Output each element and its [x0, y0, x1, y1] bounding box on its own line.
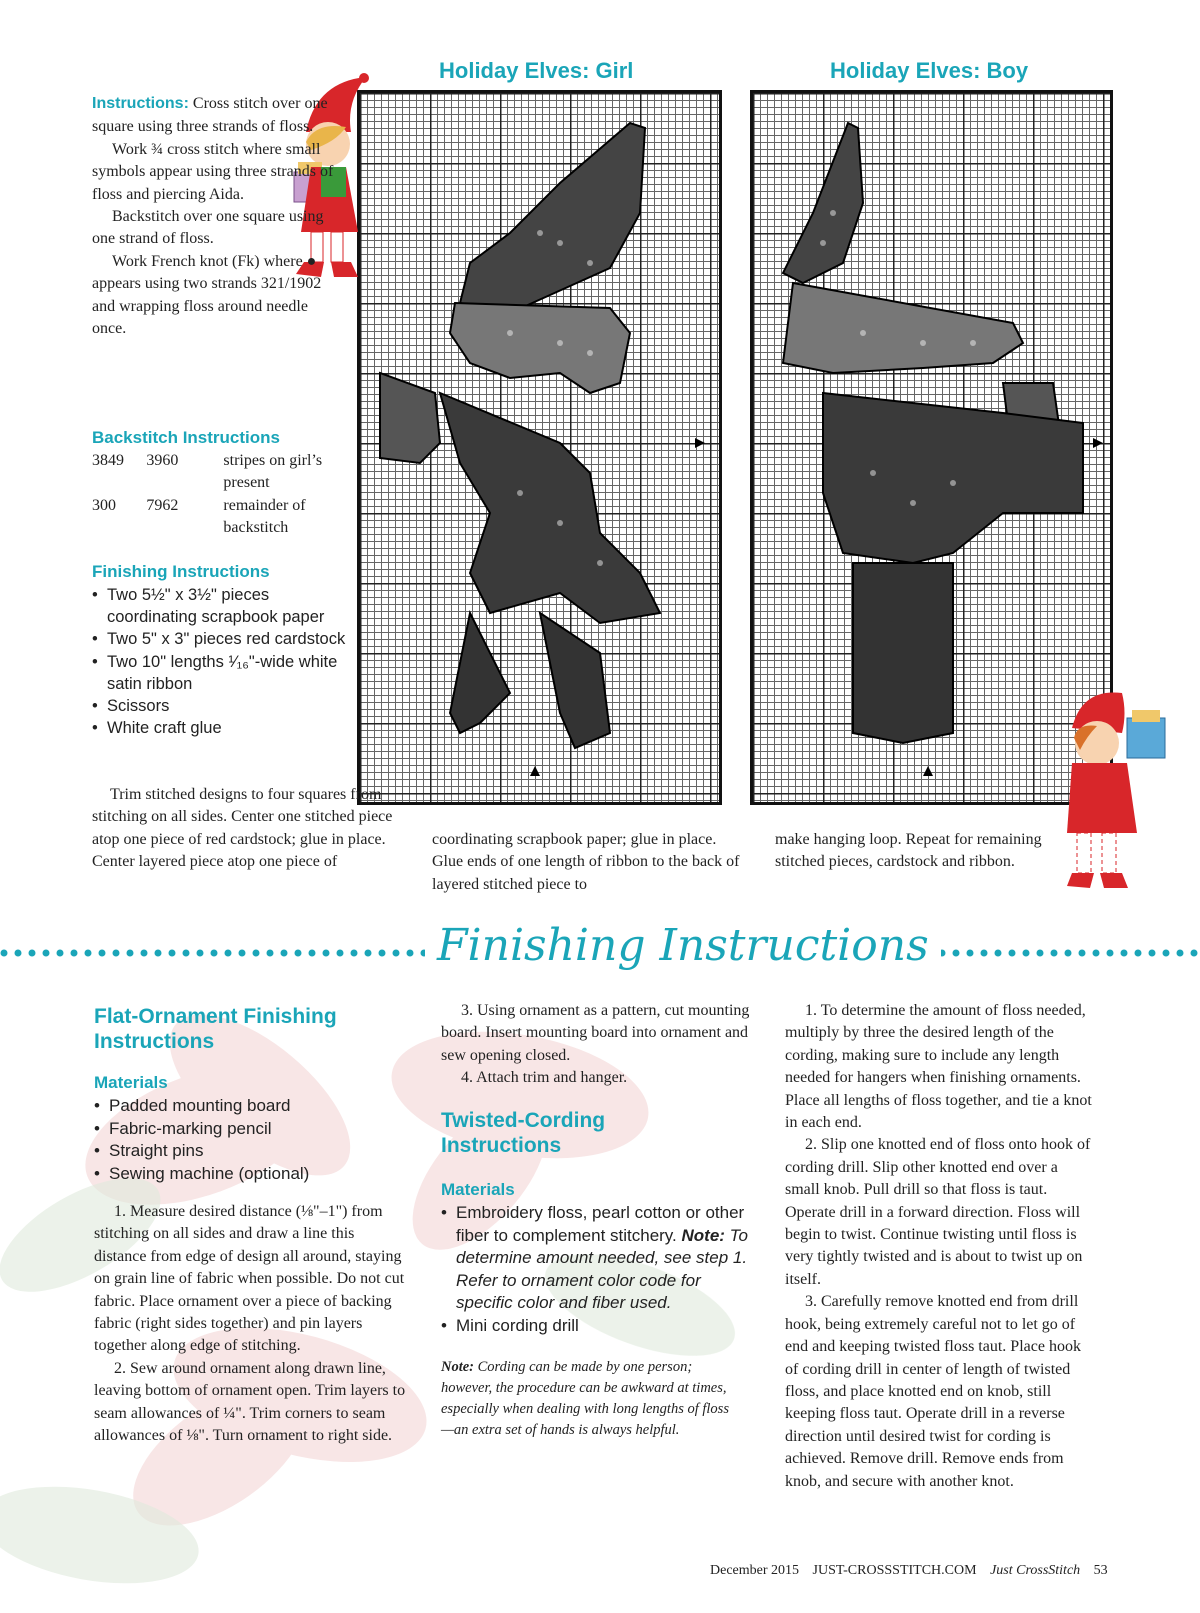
- flat-ornament-steps-cont: [441, 1000, 751, 1090]
- flat-step-2: 2. Sew around ornament along drawn line, leaving bottom of ornament open. Trim layers to seam allowances of ¼". Trim corners to seam allowances of ⅛". Turn ornament to right side.: [94, 1359, 406, 1445]
- flat-ornament-heading: Flat-Ornament Finishing Instructions: [94, 1005, 337, 1053]
- flat-ornament-steps: [94, 1201, 409, 1447]
- backstitch-code-a: 3849: [92, 452, 124, 469]
- finishing-heading: Finishing Instructions: [92, 562, 270, 581]
- list-item: [441, 1202, 761, 1315]
- twisted-item-1: Embroidery floss, pearl cotton or other fiber to complement stitchery.: [456, 1203, 745, 1245]
- backstitch-code-b: 3960: [146, 452, 179, 469]
- cording-note: [441, 1357, 741, 1441]
- backstitch-row: [92, 450, 342, 495]
- instructions-text-4: Work French knot (Fk) where ● appears using two strands 321/1902 and wrapping floss around needle once.: [92, 252, 322, 338]
- list-item: • Two 5" x 3" pieces red cardstock: [92, 628, 362, 650]
- stitch-instructions: [92, 92, 342, 340]
- list-item: • Two 10" lengths ¹⁄₁₆"-wide white satin ribbon: [92, 651, 362, 695]
- list-item: • Sewing machine (optional): [94, 1163, 394, 1186]
- flat-step-1: 1. Measure desired distance (⅛"–1") from stitching on all sides and draw a line this distance from edge of design all around, staying on grain line of fabric when possible. Do not cut fabric. Place ornament over a piece of backing fabric (right sides together) and pin layers together along edge of stitching.: [94, 1203, 405, 1355]
- backstitch-code-a: 300: [92, 496, 116, 514]
- page-footer: [710, 1563, 1118, 1579]
- instructions-text-1: Cross stitch over one square using three strands of floss.: [92, 95, 328, 136]
- cording-note-text: Cording can be made by one person; however, the procedure can be awkward at times, especially when dealing with long lengths of floss—an extra set of hands is always helpful.: [441, 1359, 729, 1438]
- backstitch-row: [92, 495, 342, 540]
- backstitch-desc: stripes on girl’s present: [223, 452, 323, 492]
- twisted-cording-heading: Twisted-Cording Instructions: [441, 1109, 606, 1157]
- twisted-materials-list: [441, 1202, 761, 1337]
- flat-materials-heading: Materials: [94, 1073, 168, 1092]
- flat-step-3: 3. Using ornament as a pattern, cut mounting board. Insert mounting board into ornament and sew opening closed.: [441, 1002, 750, 1064]
- list-item: • Fabric-marking pencil: [94, 1118, 394, 1141]
- twisted-materials-heading: Materials: [441, 1180, 515, 1199]
- twisted-step-3: 3. Carefully remove knotted end from drill hook, being extremely careful not to let go of end and keeping twisted floss taut. Place hook of cording drill in center of length of twisted floss, and place knotted end on knob, still keeping floss taut. Operate drill in a reverse direction until desired twist for cording is achieved. Remove drill. Remove ends from knob, and secure with another knot.: [785, 1293, 1081, 1490]
- twisted-item-note-label: Note:: [681, 1225, 725, 1245]
- finishing-text-col2: coordinating scrapbook paper; glue in place. Glue ends of one length of ribbon to the back of layered stitched piece to: [432, 831, 740, 893]
- boy-chart-title: Holiday Elves: Boy: [830, 58, 1029, 83]
- list-item: • Padded mounting board: [94, 1095, 394, 1118]
- backstitch-table: [92, 450, 342, 540]
- backstitch-heading: Backstitch Instructions: [92, 428, 280, 447]
- backstitch-code-b: 7962: [146, 496, 179, 514]
- backstitch-desc: remainder of backstitch: [223, 496, 306, 537]
- twisted-step-1: 1. To determine the amount of floss needed, multiply by three the desired length of the cording, making sure to include any length needed for hangers when finishing ornaments. Place all lengths of floss together, and tie a knot in each end.: [785, 1002, 1092, 1132]
- girl-chart-title: Holiday Elves: Girl: [439, 58, 634, 83]
- list-item: • White craft glue: [92, 717, 362, 739]
- list-item: • Scissors: [92, 695, 362, 717]
- instructions-text-3: Backstitch over one square using one strand of floss.: [92, 208, 324, 248]
- list-item: • Mini cording drill: [441, 1315, 761, 1338]
- girl-stitch-pattern: [360, 93, 719, 802]
- instructions-lead: Instructions:: [92, 95, 189, 112]
- cording-note-label: Note:: [441, 1359, 475, 1375]
- finishing-section-title: Finishing Instructions: [425, 920, 941, 971]
- instructions-text-2: Work ¾ cross stitch where small symbols appear using three strands of floss and piercing Aida.: [92, 140, 334, 203]
- flat-materials-list: [94, 1095, 394, 1185]
- twisted-item-note: To determine amount needed, see step 1. Refer to ornament color code for specific color and fiber used.: [456, 1225, 748, 1312]
- page-number: 53: [1093, 1563, 1108, 1578]
- finishing-text-col1: Trim stitched designs to four squares from stitching on all sides. Center one stitched piece atop one piece of red cardstock; glue in place. Center layered piece atop one piece of: [92, 786, 393, 871]
- list-item: • Straight pins: [94, 1140, 394, 1163]
- footer-site: JUST-CROSSSTITCH.COM: [812, 1563, 977, 1578]
- flat-step-4: 4. Attach trim and hanger.: [461, 1069, 628, 1087]
- twisted-cording-steps: [785, 1000, 1095, 1493]
- footer-date: December 2015: [710, 1563, 800, 1578]
- twisted-step-2: 2. Slip one knotted end of floss onto hook of cording drill. Slip other knotted end over a small knob. Pull drill so that floss is taut. Operate drill in a forward direction. Floss will begin to twist. Continue twisting until floss is very tightly twisted and is about to twist up on itself.: [785, 1136, 1091, 1288]
- list-item: • Two 5½" x 3½" pieces coordinating scrapbook paper: [92, 584, 362, 628]
- instructions-p1: [92, 92, 342, 139]
- finishing-text-col3: make hanging loop. Repeat for remaining stitched pieces, cardstock and ribbon.: [775, 831, 1042, 871]
- girl-chart-grid: [357, 90, 722, 805]
- finishing-materials-list: [92, 584, 362, 739]
- footer-magazine: Just CrossStitch: [990, 1563, 1081, 1578]
